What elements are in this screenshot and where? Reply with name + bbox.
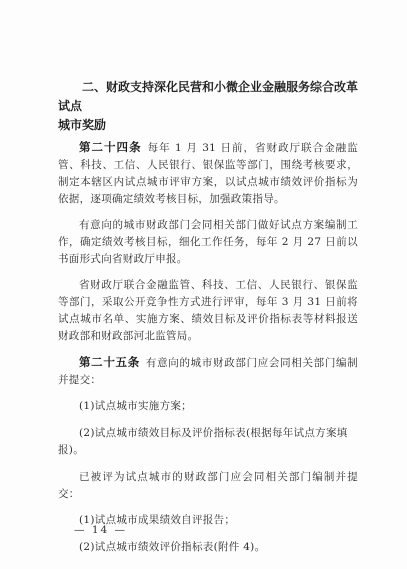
article-25-text-1: 有意向的城市财政部门应会同相关部门编制并提交：	[58, 357, 359, 386]
article-25-item-2: (2)试点城市绩效目标及评价指标表(根据每年试点方案填报)。	[58, 427, 348, 456]
page-number: — 14 —	[74, 524, 128, 536]
article-25-item-1: (1)试点城市实施方案；	[79, 400, 192, 412]
section-heading	[58, 78, 358, 135]
article-25-item-4: (2)试点城市绩效评价指标表(附件 4)。	[79, 541, 266, 553]
article-24-paragraph-1	[58, 139, 358, 208]
article-25-title: 第二十五条	[79, 355, 140, 369]
article-24-paragraph-3: 省财政厅联合金融监管、科技、工信、人民银行、银保监等部门，采取公开竞争性方式进行评审，每年 3 月 31 日前将试点城市名单、实施方案、绩效目标及评价指标表等材料报送财政部和财政部河北监管局。	[58, 279, 358, 342]
section-heading-line2: 城市奖励	[58, 118, 107, 132]
section-heading-line1: 二、财政支持深化民营和小微企业金融服务综合改革试点	[58, 80, 359, 113]
article-25-item-3: (1)试点城市成果绩效自评报告；	[79, 514, 236, 526]
article-25-paragraph-2: 已被评为试点城市的财政部门应会同相关部门编制并提交：	[58, 471, 358, 500]
article-24-text-1: 每年 1 月 31 日前，省财政厅联合金融监管、科技、工信、人民银行、银保监等部门，围绕考核要求，制定本辖区内试点城市评审方案，以试点城市绩效评价指标为依据，逐项确定绩效考核目标，加强政策指导。	[58, 142, 358, 205]
page-content	[58, 78, 358, 566]
article-24-title: 第二十四条	[79, 140, 142, 154]
article-24-paragraph-2: 有意向的城市财政部门会同相关部门做好试点方案编制工作，确定绩效考核目标，细化工作任务，每年 2 月 27 日前以书面形式向省财政厅申报。	[58, 219, 358, 265]
article-25-paragraph-1	[58, 354, 358, 389]
